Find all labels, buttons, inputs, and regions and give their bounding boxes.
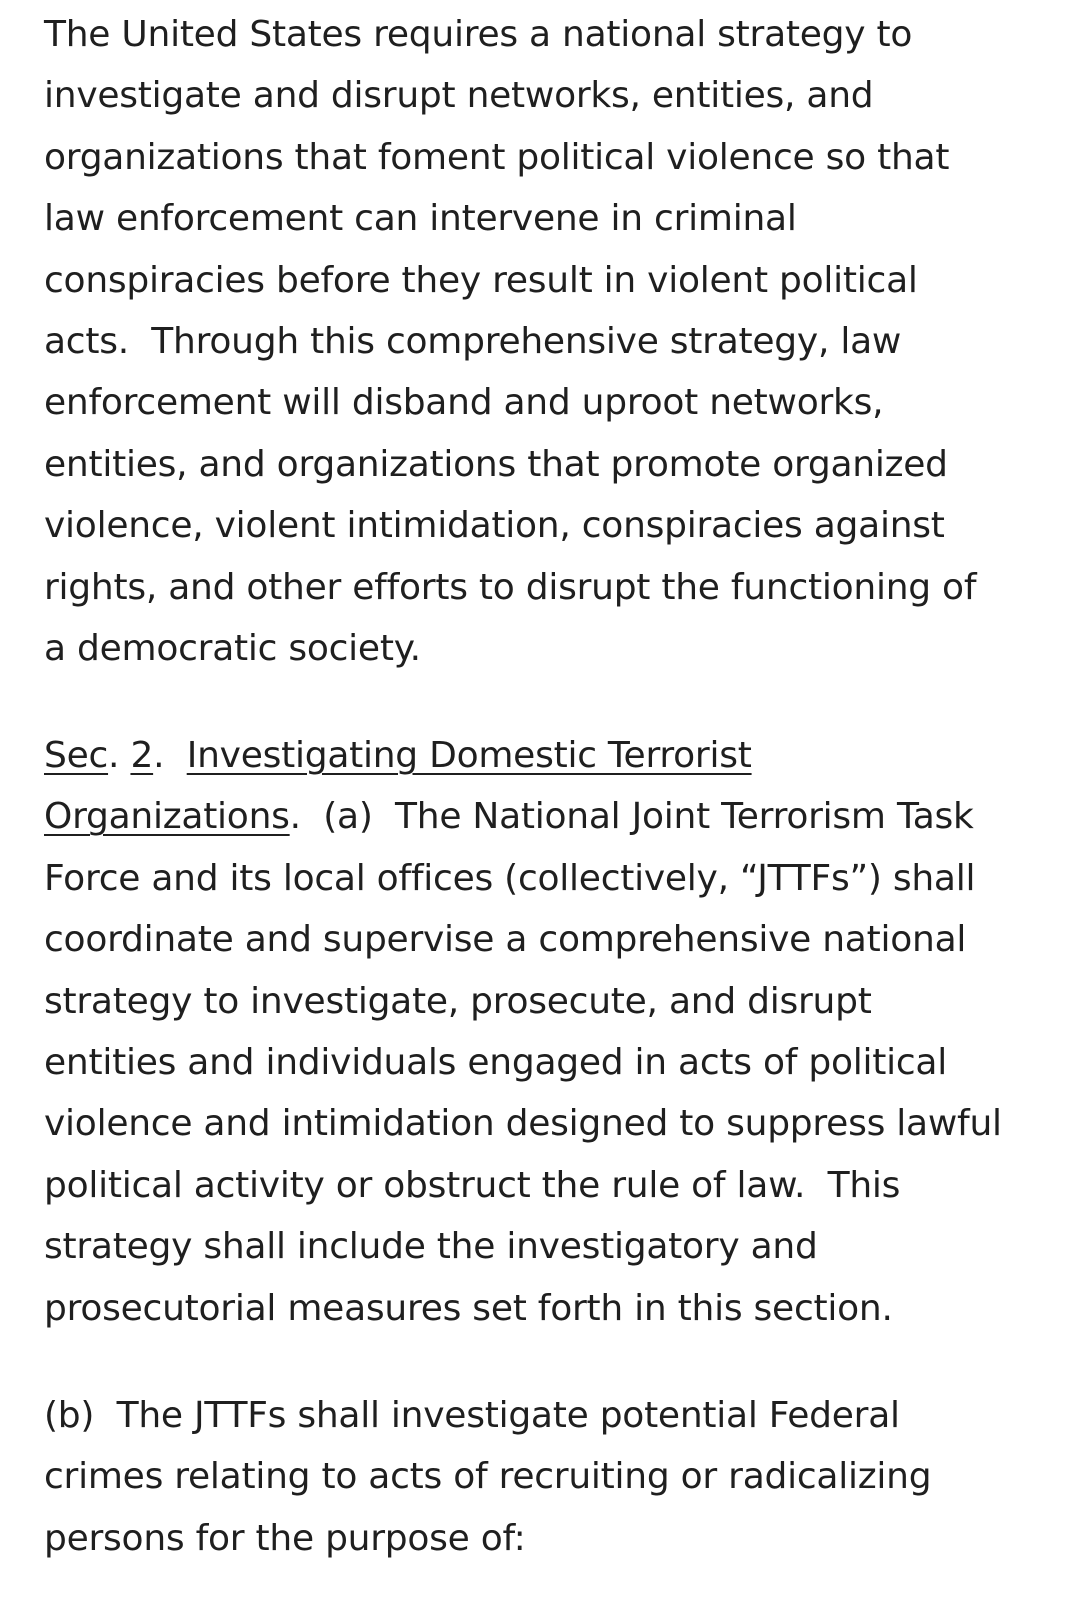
text-line: The United States requires a national strategy to bbox=[44, 14, 913, 55]
text-line: entities and individuals engaged in acts of political bbox=[44, 1042, 947, 1084]
subsection-b-paragraph bbox=[44, 1385, 1044, 1569]
text-line: investigate and disrupt networks, entities, and bbox=[44, 75, 874, 117]
text-line: acts. Through this comprehensive strategy, law bbox=[44, 321, 902, 363]
section-heading-line bbox=[44, 725, 1044, 786]
section-label-dot: . bbox=[108, 735, 120, 776]
section-number: 2 bbox=[130, 735, 154, 776]
text-line: crimes relating to acts of recruiting or radicalizing bbox=[44, 1456, 932, 1498]
section-heading-end: . (a) The National Joint Terrorism Task bbox=[289, 796, 974, 838]
section-heading-title: Investigating Domestic Terrorist bbox=[186, 735, 752, 776]
text-line: entities, and organizations that promote organized bbox=[44, 443, 948, 485]
text-line: strategy to investigate, prosecute, and disrupt bbox=[44, 980, 872, 1022]
text-line: coordinate and supervise a comprehensive national bbox=[44, 919, 967, 961]
text-line: strategy shall include the investigatory and bbox=[44, 1226, 818, 1268]
text-line: rights, and other efforts to disrupt the functioning of bbox=[44, 566, 977, 608]
text-line bbox=[44, 786, 1044, 847]
text-line: conspiracies before they result in violent political bbox=[44, 259, 918, 301]
intro-paragraph bbox=[44, 4, 1044, 679]
section-2-paragraph bbox=[44, 725, 1044, 1339]
text-line: prosecutorial measures set forth in this section. bbox=[44, 1287, 893, 1329]
text-line: violence and intimidation designed to suppress lawful bbox=[44, 1103, 1002, 1145]
section-label: Sec bbox=[44, 735, 109, 776]
text-line: Force and its local offices (collectively, “JTTFs”) shall bbox=[44, 857, 976, 899]
text-line: law enforcement can intervene in criminal bbox=[44, 198, 797, 240]
text-line: a democratic society. bbox=[44, 628, 421, 670]
text-line: violence, violent intimidation, conspiracies against bbox=[44, 505, 945, 547]
text-line: persons for the purpose of: bbox=[44, 1517, 526, 1559]
text-line: enforcement will disband and uproot networks, bbox=[44, 382, 884, 424]
text-line: (b) The JTTFs shall investigate potential Federal bbox=[44, 1395, 900, 1436]
section-separator: . bbox=[153, 735, 187, 776]
text-line: organizations that foment political violence so that bbox=[44, 136, 950, 178]
section-heading-title-continued: Organizations bbox=[44, 796, 290, 838]
text-line: political activity or obstruct the rule of law. This bbox=[44, 1164, 901, 1206]
